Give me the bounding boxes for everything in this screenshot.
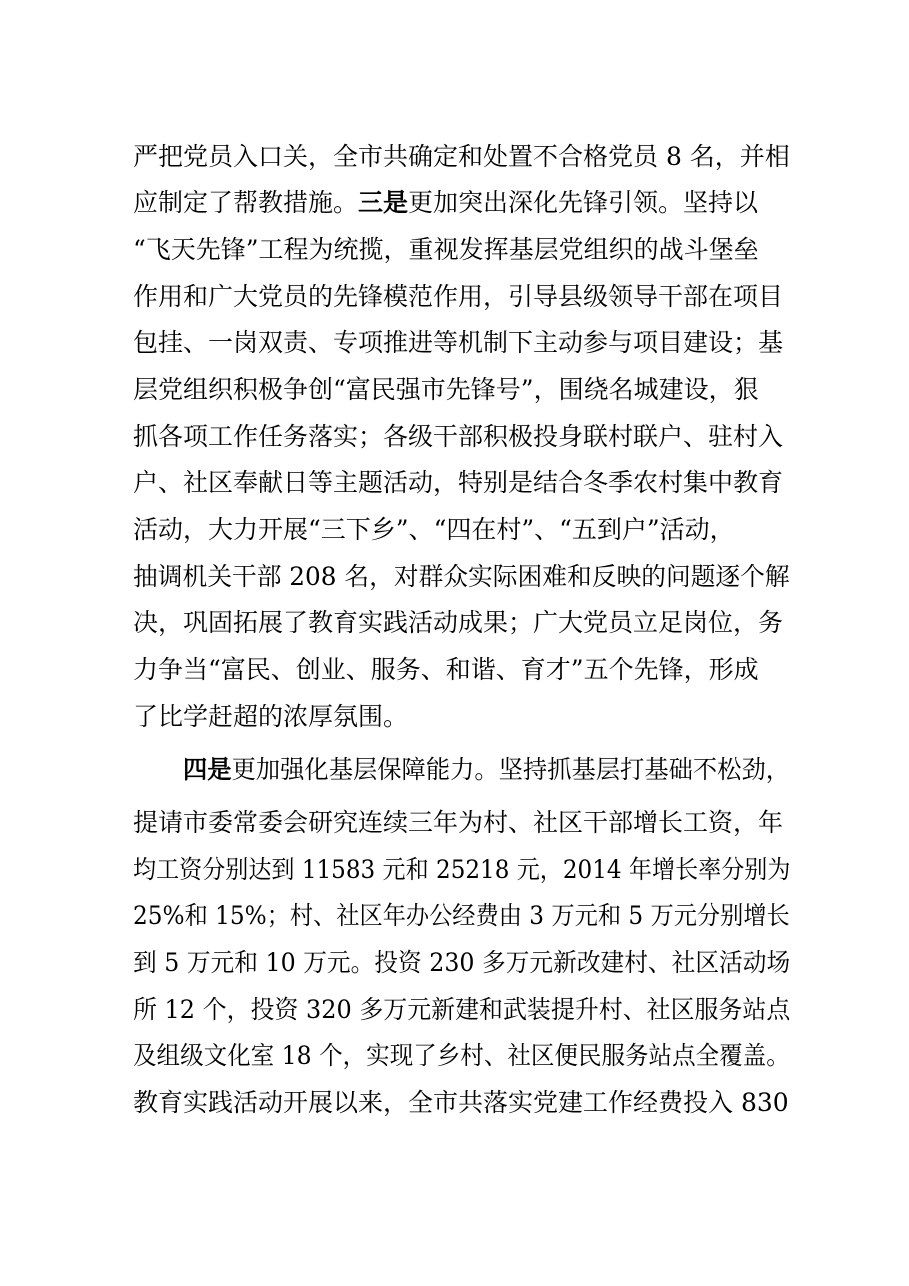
line-text: 到 5 万元和 10 万元。投资 230 多万元新改建村、社区活动场 [133,948,791,977]
line-text: 教育实践活动开展以来，全市共落实党建工作经费投入 830 [133,1088,789,1117]
text-line [133,893,790,939]
text-line [133,1080,789,1126]
line-text: 25%和 15%；村、社区年办公经费由 3 万元和 5 万元分别增长 [133,901,790,930]
line-text: 更加突出深化先锋引领。坚持以 [408,188,759,217]
text-line [133,134,790,180]
text-line [133,1033,790,1079]
line-text: 抽调机关干部 208 名，对群众实际困难和反映的问题逐个解 [133,562,790,591]
line-text: 力争当“富民、创业、服务、和谐、育才”五个先锋，形成 [133,655,759,684]
text-line [133,507,735,553]
line-text: 作用和广大党员的先锋模范作用，引导县级领导干部在项目 [133,282,784,311]
line-text: 严把党员入口关，全市共确定和处置不合格党员 8 名，并相 [133,142,790,171]
line-text: 及组级文化室 18 个，实现了乡村、社区便民服务站点全覆盖。 [133,1041,790,1070]
text-line [133,554,790,600]
line-text: 层党组织积极争创“富民强市先锋号”，围绕名城建设，狠 [133,375,759,404]
line-text: 提请市委常委会研究连续三年为村、社区干部增长工资，年 [133,808,784,837]
text-line [133,367,759,413]
line-text: 了比学赶超的浓厚氛围。 [133,702,409,731]
text-line [133,227,759,273]
line-text: “飞天先锋”工程为统揽，重视发挥基层党组织的战斗堡垒 [133,235,759,264]
text-line [133,600,783,646]
line-text: 活动，大力开展“三下乡”、“四在村”、“五到户”活动， [133,515,735,544]
text-line [133,940,790,986]
line-text: 户、社区奉献日等主题活动，特别是结合冬季农村集中教育 [133,468,784,497]
text-line [133,460,783,506]
text-line [133,414,783,460]
text-line [183,747,790,793]
text-line [133,647,759,693]
text-line [133,800,783,846]
text-line [133,320,783,366]
bold-lead: 三是 [358,188,409,217]
text-line [133,180,758,226]
text-line [133,274,783,320]
text-line [133,694,408,740]
text-line [133,987,790,1033]
text-line [133,847,790,893]
line-text: 更加强化基层保障能力。坚持抓基层打基础不松劲， [231,755,791,784]
line-text: 抓各项工作任务落实；各级干部积极投身联村联户、驻村入 [133,422,784,451]
line-text: 均工资分别达到 11583 元和 25218 元，2014 年增长率分别为 [133,855,791,884]
line-text: 包挂、一岗双责、专项推进等机制下主动参与项目建设；基 [133,328,784,357]
bold-lead: 四是 [183,755,232,784]
line-text: 应制定了帮教措施。 [133,188,359,217]
line-text: 决，巩固拓展了教育实践活动成果；广大党员立足岗位，务 [133,608,784,637]
line-text: 所 12 个，投资 320 多万元新建和武装提升村、社区服务站点 [133,995,791,1024]
